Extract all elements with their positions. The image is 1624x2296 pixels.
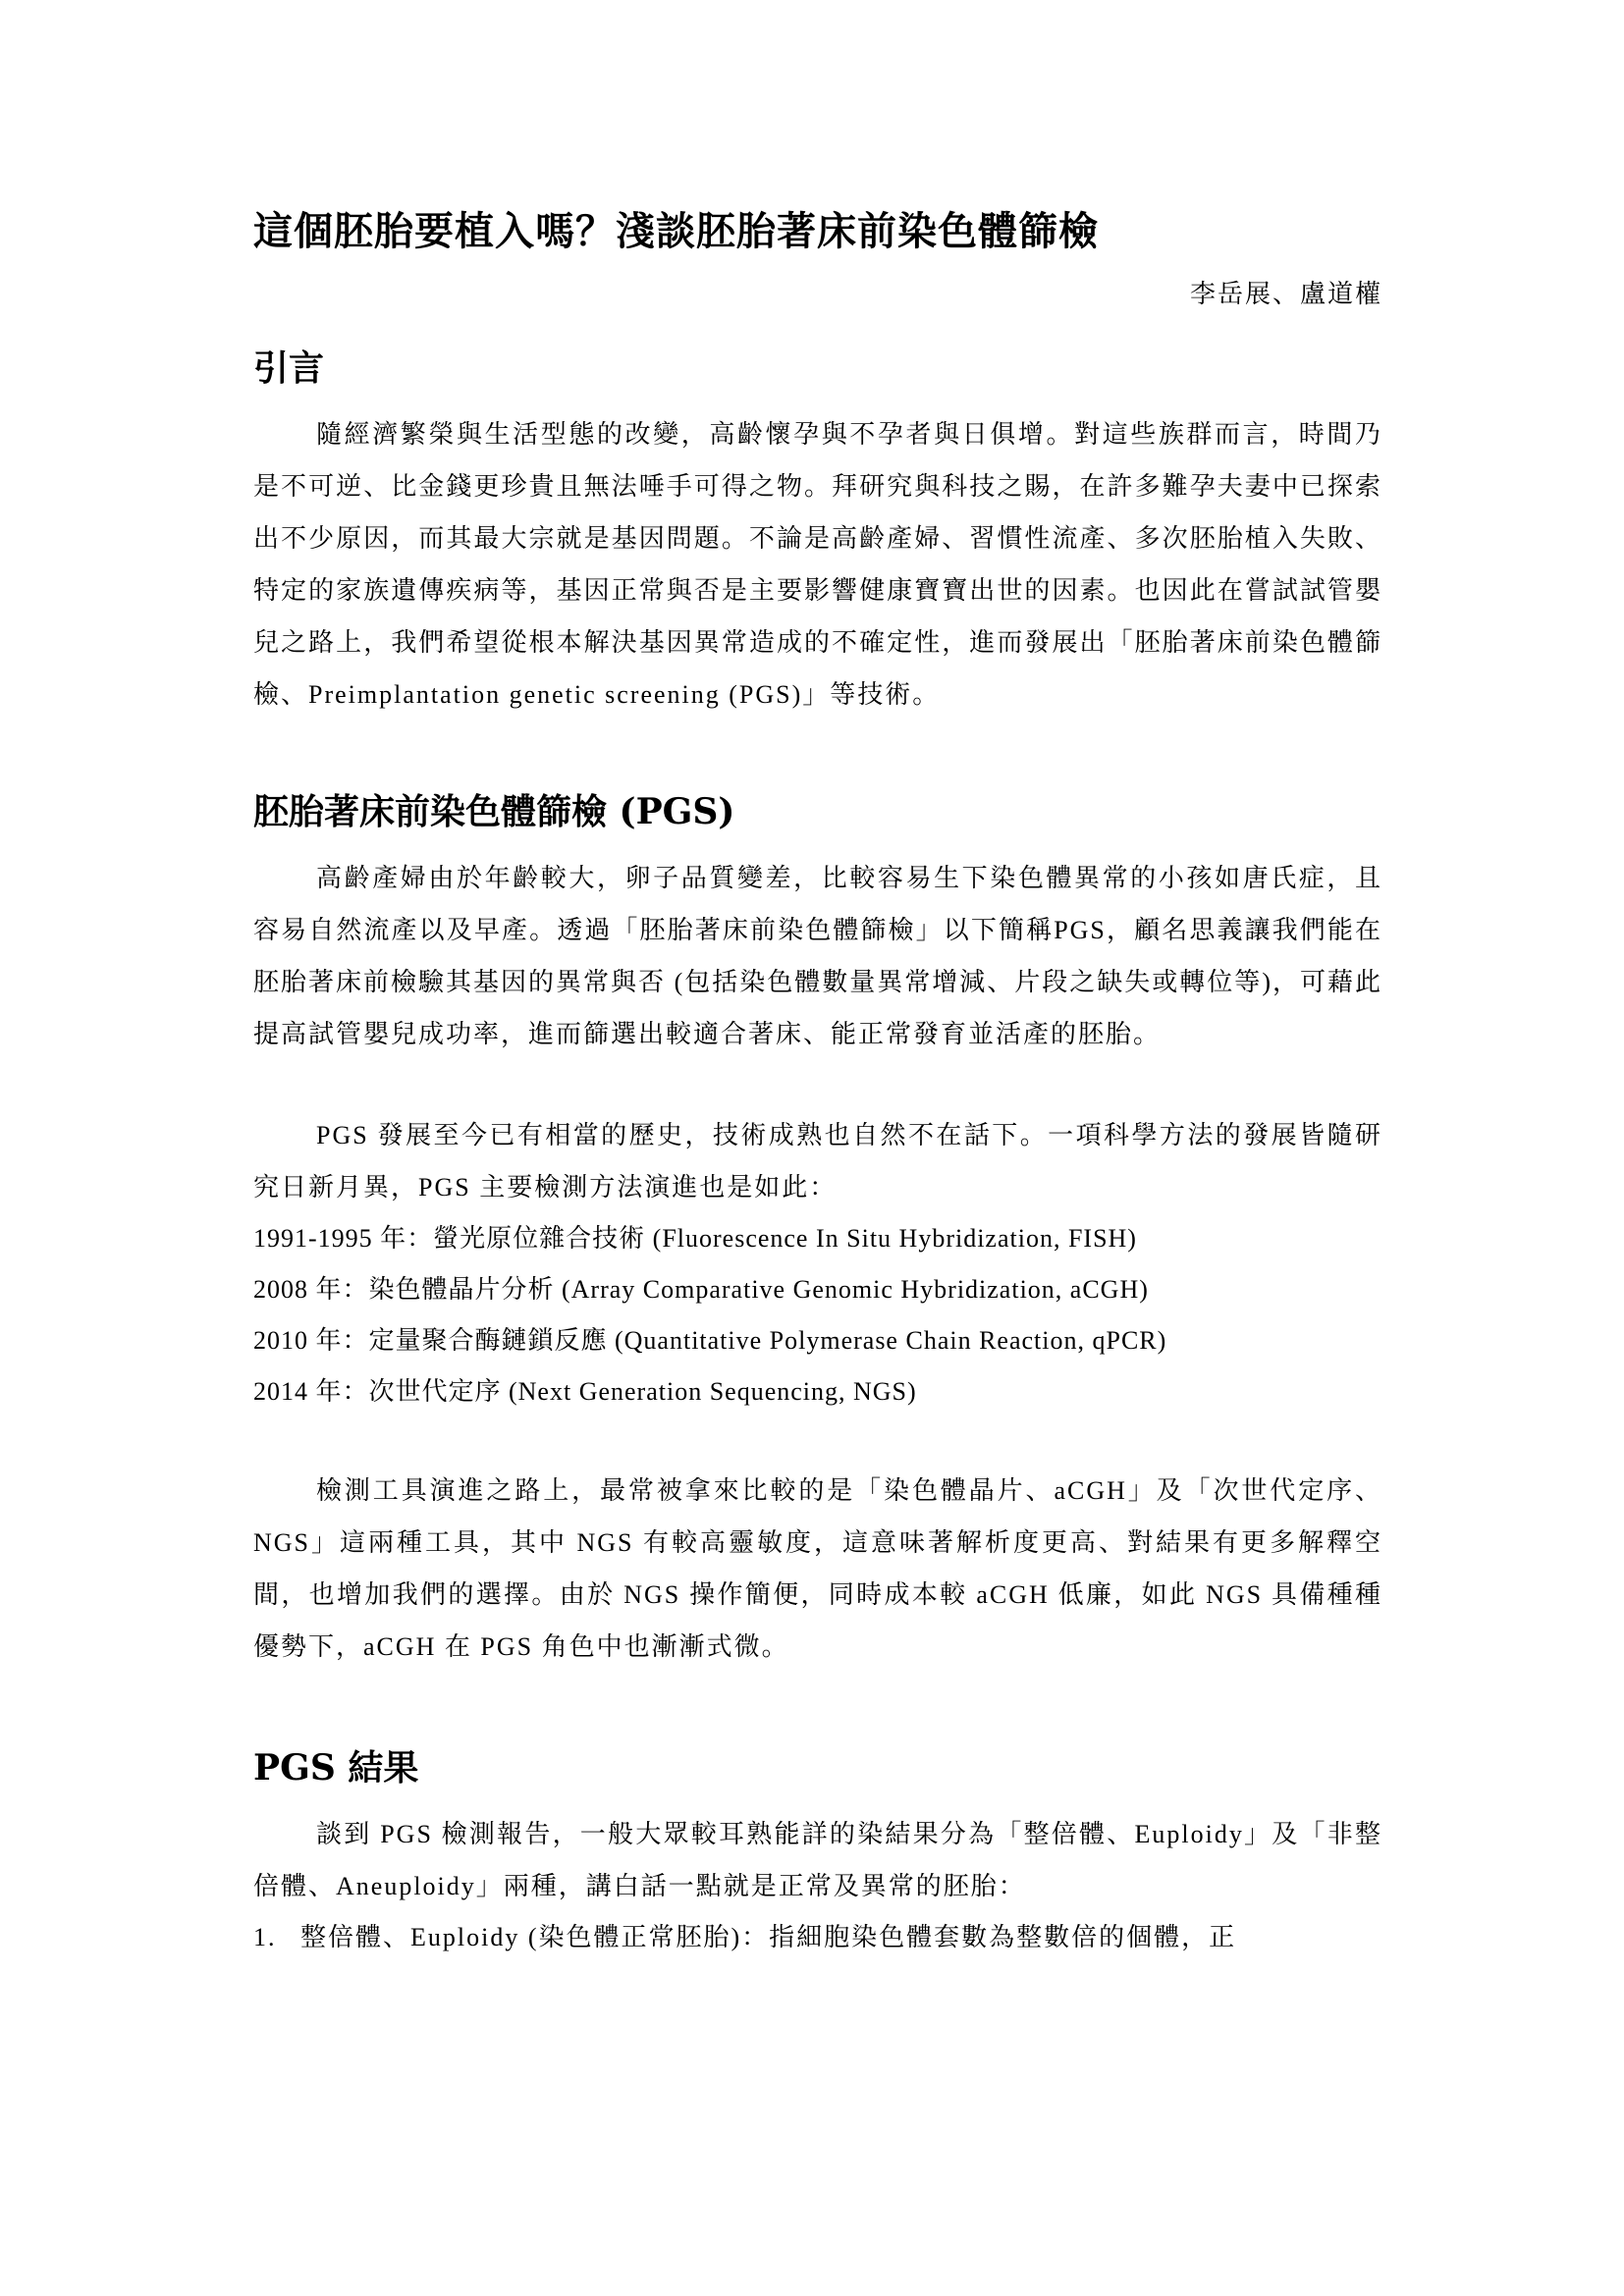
- document-title: 這個胚胎要植入嗎？淺談胚胎著床前染色體篩檢: [253, 208, 1099, 254]
- results-list: [253, 1912, 1382, 1963]
- timeline-item: 1991-1995 年：螢光原位雜合技術 (Fluorescence In Situ Hybridization, FISH): [253, 1224, 1137, 1253]
- pgs-paragraph-1: 高齡產婦由於年齡較大，卵子品質變差，比較容易生下染色體異常的小孩如唐氏症，且容易自然流產以及早產。透過「胚胎著床前染色體篩檢」以下簡稱PGS，顧名思義讓我們能在胚胎著床前檢驗其基因的異常與否 (包括染色體數量異常增減、片段之缺失或轉位等)，可藉此提高試管嬰兒成功率，進而篩選出較適合著床、能正常發育並活產的胚胎。: [253, 864, 1382, 1048]
- author-line: 李岳展、盧道權: [1189, 280, 1382, 309]
- intro-paragraph: 隨經濟繁榮與生活型態的改變，高齡懷孕與不孕者與日俱增。對這些族群而言，時間乃是不可逆、比金錢更珍貴且無法唾手可得之物。拜研究與科技之賜，在許多難孕夫妻中已探索出不少原因，而其最大宗就是基因問題。不論是高齡產婦、習慣性流產、多次胚胎植入失敗、特定的家族遺傳疾病等，基因正常與否是主要影響健康寶寶出世的因素。也因此在嘗試試管嬰兒之路上，我們希望從根本解決基因異常造成的不確定性，進而發展出「胚胎著床前染色體篩檢、Preimplantation genetic screening (PGS)」等技術。: [253, 420, 1382, 709]
- pgs-paragraph-2: PGS 發展至今已有相當的歷史，技術成熟也自然不在話下。一項科學方法的發展皆隨研究日新月異，PGS 主要檢測方法演進也是如此：: [253, 1121, 1382, 1201]
- list-item-text: 整倍體、Euploidy (染色體正常胚胎)：指細胞染色體套數為整數倍的個體，正: [300, 1923, 1237, 1951]
- timeline-item: 2014 年：次世代定序 (Next Generation Sequencing, NGS): [253, 1377, 917, 1406]
- list-item: [253, 1912, 1382, 1963]
- timeline-item: 2008 年：染色體晶片分析 (Array Comparative Genomic Hybridization, aCGH): [253, 1275, 1149, 1304]
- pgs-paragraph-3: 檢測工具演進之路上，最常被拿來比較的是「染色體晶片、aCGH」及「次世代定序、NGS」這兩種工具，其中 NGS 有較高靈敏度，這意味著解析度更高、對結果有更多解釋空間，也增加我們的選擇。由於 NGS 操作簡便，同時成本較 aCGH 低廉，如此 NGS 具備種種優勢下，aCGH 在 PGS 角色中也漸漸式微。: [253, 1476, 1382, 1661]
- section-heading-results: PGS 結果: [253, 1747, 419, 1789]
- document-body: [253, 206, 1382, 1963]
- section-heading-pgs: 胚胎著床前染色體篩檢 (PGS): [253, 791, 735, 832]
- pgs-method-timeline: [253, 1213, 1382, 1417]
- list-item-number: 1.: [253, 1923, 277, 1951]
- section-heading-intro: 引言: [253, 347, 325, 389]
- results-paragraph: 談到 PGS 檢測報告，一般大眾較耳熟能詳的染結果分為「整倍體、Euploidy」及「非整倍體、Aneuploidy」兩種，講白話一點就是正常及異常的胚胎：: [253, 1820, 1382, 1900]
- timeline-item: 2010 年：定量聚合酶鏈鎖反應 (Quantitative Polymerase Chain Reaction, qPCR): [253, 1326, 1167, 1355]
